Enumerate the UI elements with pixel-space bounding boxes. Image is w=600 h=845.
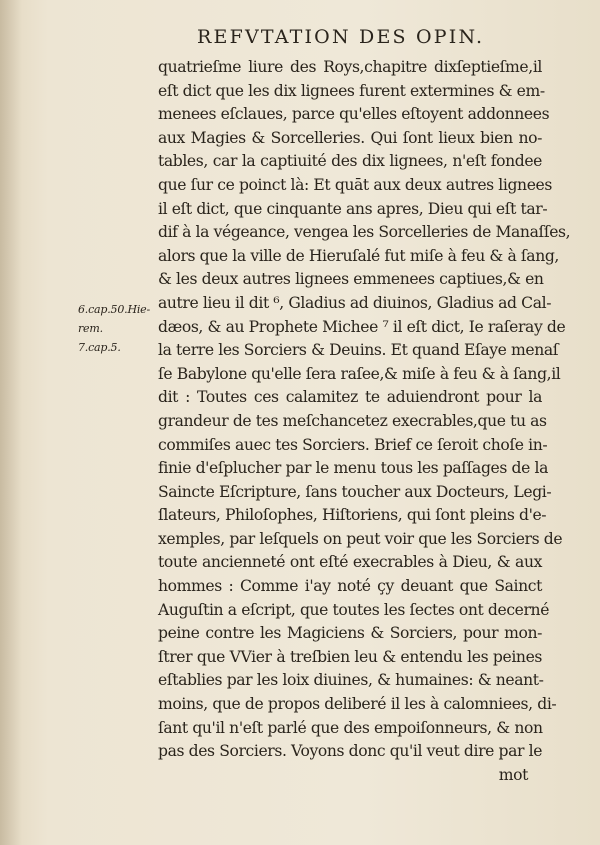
text-line: dit : Toutes ces calamitez te aduiendront pour la	[158, 388, 542, 407]
running-head: REFVTATION DES OPIN.	[197, 26, 485, 48]
text-line: ſtrer que VVier à treſbien leu & entendu les peines	[158, 647, 542, 666]
text-line: autre lieu il dit ⁶, Gladius ad diuinos, Gladius ad Cal-	[158, 293, 552, 312]
text-line: ſant qu'il n'eſt parlé que des empoiſonneurs, & non	[158, 718, 543, 737]
text-line: dif à la végeance, vengea les Sorcelleries de Manaſſes,	[158, 223, 571, 242]
text-line: la terre les Sorciers & Deuins. Et quand Eſaye menaſ	[158, 341, 559, 360]
text-line: pas des Sorciers. Voyons donc qu'il veut dire par le	[158, 742, 543, 761]
text-line: Saincte Eſcripture, ſans toucher aux Docteurs, Legi-	[158, 482, 552, 501]
text-line: xemples, par leſquels on peut voir que les Sorciers de	[158, 529, 563, 548]
text-line: ſe Babylone qu'elle ſera raſee,& miſe à feu & à ſang,il	[158, 364, 561, 383]
text-line: menees eſclaues, parce qu'elles eſtoyent addonnees	[158, 105, 550, 124]
text-line: ſlateurs, Philoſophes, Hiſtoriens, qui ſont pleins d'e-	[158, 506, 547, 525]
text-line: dæos, & au Prophete Michee ⁷ il eſt dict, Ie raſeray de	[158, 317, 566, 336]
text-line: grandeur de tes meſchancetez execrables,que tu as	[158, 411, 547, 430]
text-line: moins, que de propos deliberé il les à calomniees, di-	[158, 695, 557, 714]
text-line: eſt dict que les dix lignees furent extermines & em-	[158, 81, 545, 100]
margin-note-line: 6.cap.50.Hie-	[78, 303, 150, 316]
text-line: eſtablies par les loix diuines, & humaines: & neant-	[158, 671, 544, 690]
text-line: peine contre les Magiciens & Sorciers, pour mon-	[158, 624, 542, 643]
text-line: mot	[498, 765, 528, 784]
gutter-shadow	[0, 0, 22, 845]
text-line: commiſes auec tes Sorciers. Brief ce ſeroit choſe in-	[158, 435, 548, 454]
text-line: alors que la ville de Hieruſalé fut miſe à feu & à ſang,	[158, 246, 559, 265]
text-line: hommes : Comme i'ay noté çy deuant que Sainct	[158, 577, 542, 596]
text-line: toute ancienneté ont eſté execrables à Dieu, & aux	[158, 553, 542, 572]
text-line: quatrieſme liure des Roys,chapitre dixſeptieſme,il	[158, 58, 542, 76]
text-line: tables, car la captiuité des dix lignees, n'eſt fondee	[158, 152, 542, 171]
text-line: aux Magies & Sorcelleries. Qui ſont lieux bien no-	[158, 128, 542, 147]
text-line: il eſt dict, que cinquante ans apres, Dieu qui eſt tar-	[158, 199, 548, 218]
text-line: finie d'eſplucher par le menu tous les paſſages de la	[158, 459, 548, 478]
margin-note-line: rem.	[78, 322, 103, 335]
body-text	[158, 56, 571, 787]
text-line: que ſur ce poinct là: Et quāt aux deux autres lignees	[158, 175, 552, 194]
text-line: & les deux autres lignees emmenees captiues,& en	[158, 270, 544, 289]
margin-notes	[78, 300, 154, 357]
margin-note-line: 7.cap.5.	[78, 341, 121, 354]
text-line: Auguſtin a eſcript, que toutes les ſectes ont decerné	[158, 600, 550, 619]
